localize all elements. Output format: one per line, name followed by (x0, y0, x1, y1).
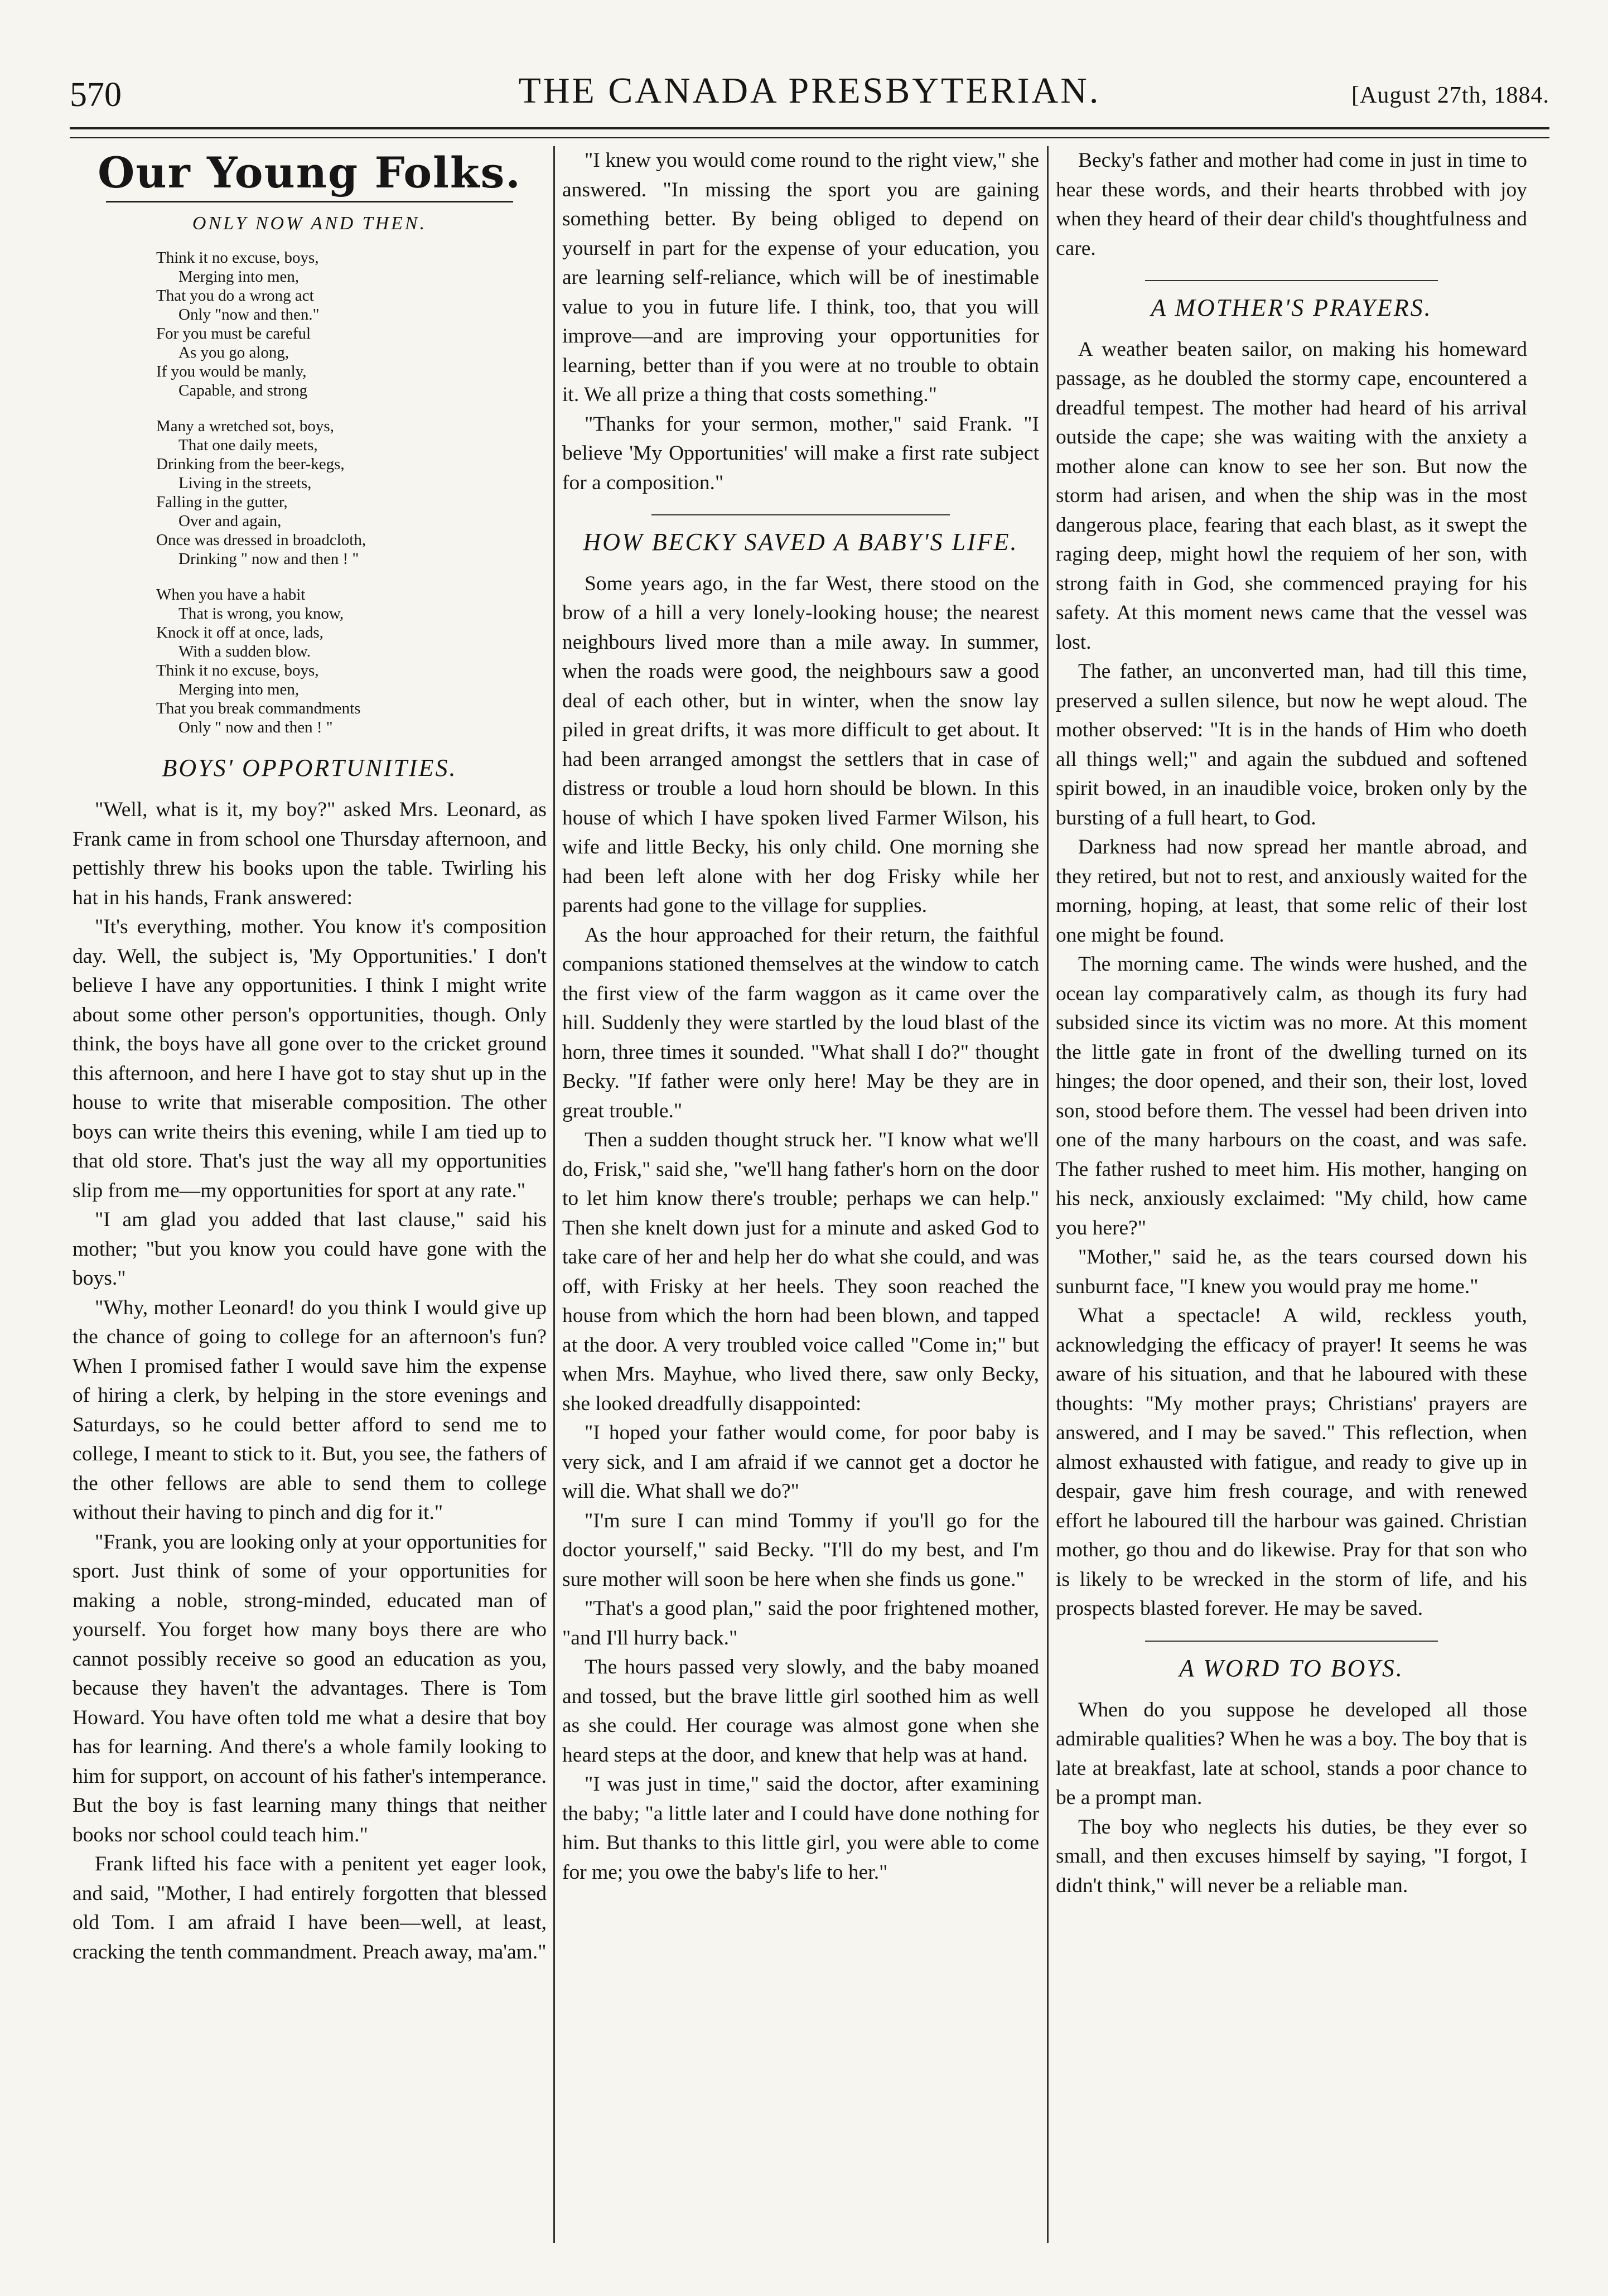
paragraph: Becky's father and mother had come in just in time to hear these words, and their hearts throbbed with joy when they heard of their dear child's thoughtfulness and care. (1056, 149, 1527, 260)
section-rule (106, 201, 513, 202)
poem-line: Once was dressed in broadcloth, (156, 531, 366, 549)
masthead: THE CANADA PRESBYTERIAN. (518, 70, 1101, 111)
article-title: HOW BECKY SAVED A BABY'S LIFE. (583, 528, 1018, 556)
column-2 (562, 146, 1039, 2243)
title-rule (1145, 1641, 1438, 1642)
article-title: BOYS' OPPORTUNITIES. (162, 754, 457, 782)
article-title: A WORD TO BOYS. (1179, 1654, 1404, 1682)
paragraph: "Well, what is it, my boy?" asked Mrs. Leonard, as Frank came in from school one Thursday afternoon, and pettishly threw his books upon the table. Twirling his hat in his hands, Frank answered: (73, 798, 547, 909)
article-body (1056, 335, 1527, 1624)
paragraph: The morning came. The winds were hushed, and the ocean lay comparatively calm, as though its fury had subsided since its victim was no more. At this moment the little gate in front of the dwelling turned on its hinges; the door opened, and their son, their lost, loved son, stood before them. The vessel had been driven into one of the many harbours on the coast, and was safe. The father rushed to meet him. His mother, hanging on his neck, anxiously exclaimed: "My child, how came you here?" (1056, 953, 1527, 1239)
poem-stanza (156, 585, 547, 737)
paragraph: "Mother," said he, as the tears coursed down his sunburnt face, "I knew you would pray me home." (1056, 1246, 1527, 1298)
paragraph: "I was just in time," said the doctor, after examining the baby; "a little later and I could have done nothing for him. But thanks to this little girl, you were able to come for me; you owe the baby's life to her." (562, 1773, 1039, 1884)
title-rule (651, 514, 950, 515)
article-body (562, 570, 1039, 1888)
article-body (1056, 1696, 1527, 1901)
poem-line: Only " now and then ! " (178, 718, 333, 737)
paragraph: "That's a good plan," said the poor frightened mother, "and I'll hurry back." (562, 1597, 1039, 1649)
poem-line: If you would be manly, (156, 363, 307, 381)
poem-line: Only "now and then." (178, 306, 320, 324)
paragraph: "I am glad you added that last clause," said his mother; "but you know you could have gone with the boys." (73, 1208, 547, 1290)
paragraph: Some years ago, in the far West, there stood on the brow of a hill a very lonely-looking house; the nearest neighbours lived more than a mile away. In summer, when the roads were good, the neighbours saw a good deal of each other, but in winter, when the snow lay piled in great drifts, it was more difficult to get about. It had been arranged amongst the settlers that in case of distress or trouble a loud horn should be blown. In this house of which I have spoken lived Farmer Wilson, his wife and little Becky, his only child. One morning she had been left alone with her dog Frisky while her parents had gone to the village for supplies. (562, 572, 1039, 918)
article-body (562, 146, 1039, 498)
poem-line: Capable, and strong (178, 382, 308, 400)
paragraph: "Thanks for your sermon, mother," said Frank. "I believe 'My Opportunities' will make a first rate subject for a composition." (562, 412, 1039, 494)
poem-line: Many a wretched sot, boys, (156, 417, 334, 436)
poem-line: That you do a wrong act (156, 287, 314, 305)
poem-line: Think it no excuse, boys, (156, 662, 319, 680)
paragraph: "It's everything, mother. You know it's composition day. Well, the subject is, 'My Opportunities.' I don't believe I have any opportunities. I think I might write about some other person's opportunities, though. Only think, the boys have all gone over to the cricket ground this afternoon, and here I have got to stay shut up in the house to write that miserable composition. The other boys can write theirs this evening, while I am tied up to that old store. That's just the way all my opportunities slip from me—my opportunities for sport at any rate." (73, 915, 547, 1202)
poem-line: That you break commandments (156, 700, 361, 718)
header-rule (70, 127, 1549, 138)
paragraph: The boy who neglects his duties, be they ever so small, and then excuses himself by saying, "I forgot, I didn't think," will never be a reliable man. (1056, 1815, 1527, 1897)
paragraph: "I hoped your father would come, for poor baby is very sick, and I am afraid if we cannot get a doctor he will die. What shall we do?" (562, 1421, 1039, 1503)
paragraph: When do you suppose he developed all those admirable qualities? When he was a boy. The boy that is late at breakfast, late at school, stands a poor chance to be a prompt man. (1056, 1698, 1527, 1810)
paragraph: Frank lifted his face with a penitent yet eager look, and said, "Mother, I had entirely forgotten that blessed old Tom. I am afraid I have been—well, at least, cracking the tenth commandment. Preach away, ma'am." (73, 1853, 547, 1964)
paragraph: Then a sudden thought struck her. "I know what we'll do, Frisk," said she, "we'll hang father's horn on the door to let him know there's trouble; perhaps we can help." Then she knelt down just for a minute and asked God to take care of her and help her do what she could, and was off, with Frisky at her heels. They soon reached the house from which the horn had been blown, and tapped at the door. A very troubled voice called "Come in;" but when Mrs. Mayhue, who lived there, saw only Becky, she looked dreadfully disappointed: (562, 1128, 1039, 1415)
paragraph: A weather beaten sailor, on making his homeward passage, as he doubled the stormy cape, encountered a dreadful tempest. The mother had heard of his arrival outside the cape; she was waiting with the anxiety a mother alone can know to see her son. But now the storm had arisen, and when the ship was in the most dangerous place, fearing that each blast, as it swept the raging deep, might howl the requiem of her son, with strong faith in God, she commenced praying for his safety. At this moment news came that the vessel was lost. (1056, 337, 1527, 654)
column-divider (553, 146, 555, 2243)
poem-line: That one daily meets, (178, 436, 318, 455)
page-header (70, 70, 1549, 120)
column-divider (1047, 146, 1049, 2243)
title-rule (1145, 280, 1438, 281)
poem-line: Drinking from the beer-kegs, (156, 455, 345, 474)
poem-stanza (156, 248, 547, 400)
poem-line: That is wrong, you know, (178, 605, 344, 623)
column-3 (1056, 146, 1527, 2243)
paragraph: As the hour approached for their return, the faithful companions stationed themselves at the window to catch the first view of the farm waggon as it came over the hill. Suddenly they were startled by the loud blast of the horn, three times it sounded. "What shall I do?" thought Becky. "If father were only here! May be they are in great trouble." (562, 923, 1039, 1122)
poem-stanza (156, 417, 547, 568)
poem-line: As you go along, (178, 344, 289, 362)
poem-line: Living in the streets, (178, 474, 312, 493)
poem-line: Think it no excuse, boys, (156, 249, 319, 267)
poem-line: Merging into men, (178, 268, 300, 286)
poem-line: Knock it off at once, lads, (156, 624, 323, 642)
paragraph: "Why, mother Leonard! do you think I would give up the chance of going to college for an afternoon's fun? When I promised father I would save him the expense of hiring a clerk, by helping in the store evenings and Saturdays, so he could better afford to send me to college, I meant to stick to it. But, you see, the fathers of the other fellows are able to send them to college without their having to pinch and dig for it." (73, 1296, 547, 1525)
section-heading: Our Young Folks. (98, 148, 521, 197)
poem (156, 248, 547, 737)
paragraph: Darkness had now spread her mantle abroad, and they retired, but not to rest, and anxiously waited for the morning, hoping, at least, that some relic of their lost one might be found. (1056, 836, 1527, 947)
poem-line: When you have a habit (156, 586, 306, 604)
poem-line: Falling in the gutter, (156, 493, 288, 512)
poem-title: ONLY NOW AND THEN. (192, 213, 427, 234)
paragraph: "I'm sure I can mind Tommy if you'll go for the doctor yourself," said Becky. "I'll do my best, and I'm sure mother will soon be here when she finds us gone." (562, 1509, 1039, 1591)
article-body (73, 795, 547, 1967)
paragraph: "I knew you would come round to the right view," she answered. "In missing the sport you are gaining something better. By being obliged to depend on yourself in part for the expense of your education, you are learning self-reliance, which will be of inestimable value to you in future life. I think, too, that you will improve—and are improving your opportunities for learning, better than if you were at no trouble to obtain it. We all prize a thing that costs something." (562, 149, 1039, 406)
article-body (1056, 146, 1527, 263)
article-title: A MOTHER'S PRAYERS. (1151, 294, 1432, 321)
paragraph: What a spectacle! A wild, reckless youth, acknowledging the efficacy of prayer! It seems he was aware of his situation, and that he laboured with these thoughts: "My mother prays; Christians' prayers are answered, and I may be saved." This reflection, when almost exhausted with fatigue, and ready to give up in despair, gave him fresh courage, and with renewed effort he laboured till the harbour was gained. Christian mother, go thou and do likewise. Pray for that son who is likely to be wrecked in the storm of life, and his prospects blasted forever. He may be saved. (1056, 1304, 1527, 1620)
poem-line: Drinking " now and then ! " (178, 550, 359, 568)
poem-line: For you must be careful (156, 325, 311, 343)
page-number: 570 (70, 76, 122, 114)
paragraph: The father, an unconverted man, had till this time, preserved a sullen silence, but now he wept aloud. The mother observed: "It is in the hands of Him who doeth all things well;" and again the subdued and softened spirit bowed, in an inaudible voice, broken only by the bursting of a full heart, to God. (1056, 660, 1527, 829)
poem-line: With a sudden blow. (178, 643, 311, 661)
poem-line: Over and again, (178, 512, 282, 530)
column-1 (73, 146, 547, 2243)
poem-line: Merging into men, (178, 681, 300, 699)
paragraph: "Frank, you are looking only at your opportunities for sport. Just think of some of your opportunities for making a noble, strong-minded, educated man of yourself. You forget how many boys there are who cannot possibly receive so good an education as you, because they haven't the advantages. There is Tom Howard. You have often told me what a desire that boy has for learning. And there's a whole family looking to him for support, on account of his father's intemperance. But the boy is fast learning many things that neither books nor school could teach him." (73, 1530, 547, 1846)
paragraph: The hours passed very slowly, and the baby moaned and tossed, but the brave little girl soothed him as well as she could. Her courage was almost gone when she heard steps at the door, and knew that help was at hand. (562, 1656, 1039, 1767)
issue-date: [August 27th, 1884. (1351, 83, 1549, 108)
